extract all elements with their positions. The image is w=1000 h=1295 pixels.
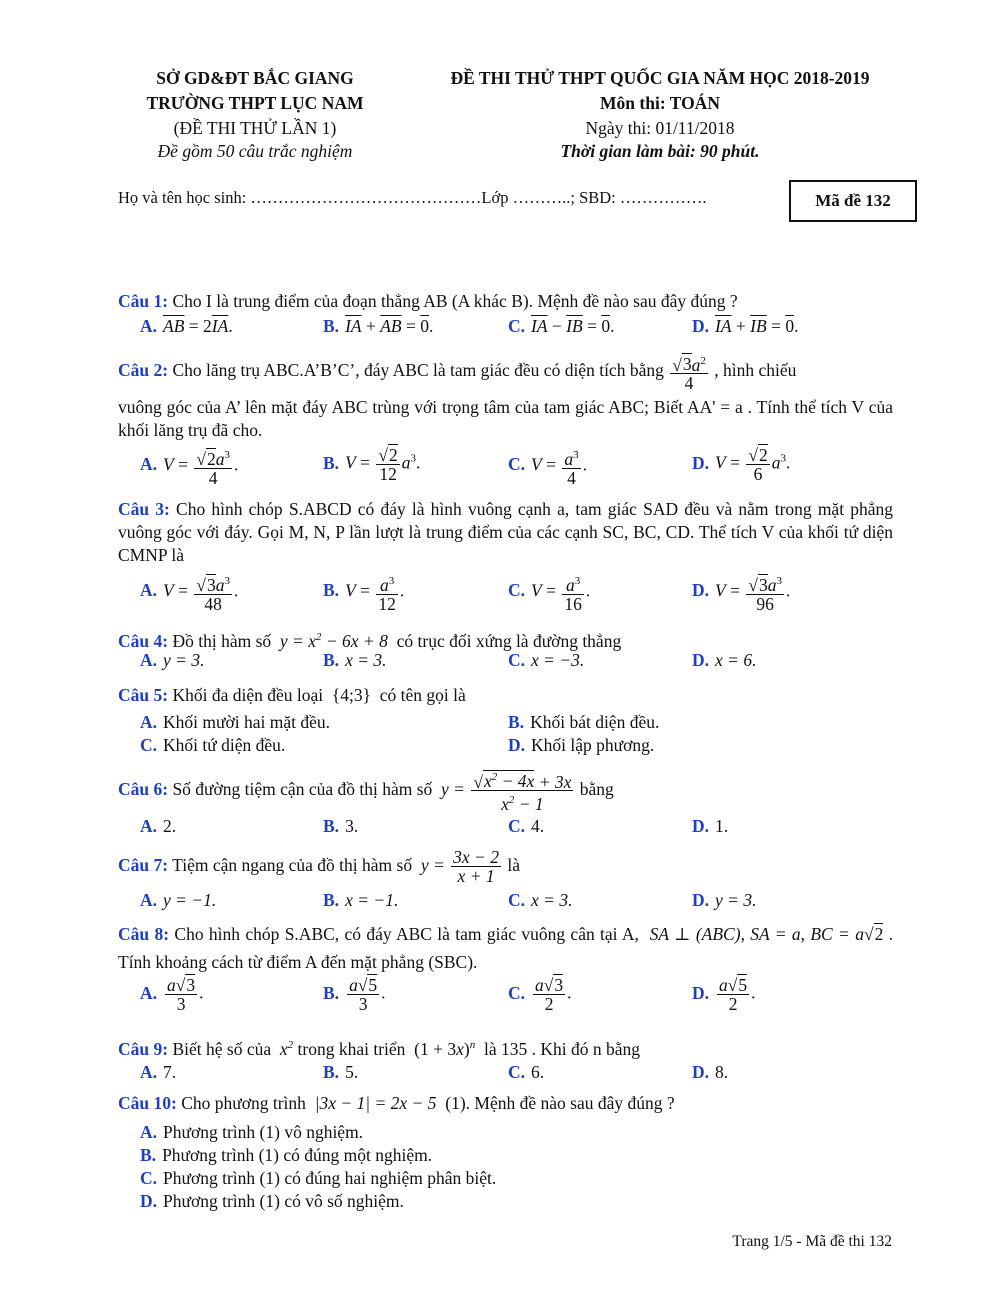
option-b[interactable]: B. $\overline{IA} + \overline{AB} = 0$. (323, 316, 434, 336)
option-c[interactable]: C. Khối tứ diện đều. (140, 735, 286, 755)
question-4: Câu 4: Đồ thị hàm số $y = x^2 - 6x + 8$ có trục đối xứng là đường thẳng (118, 630, 622, 651)
question-8-options (0, 976, 1000, 1020)
question-9-options (0, 1062, 1000, 1092)
option-d[interactable]: D. 1. (692, 816, 729, 836)
question-count: Đề gồm 50 câu trắc nghiệm (157, 141, 353, 161)
question-1-options (0, 316, 1000, 346)
question-8: Câu 8: Cho hình chóp S.ABC, có đáy ABC là tam giác vuông cân tại A, SA ⊥ (ABC), SA = a, BC = a√2 . Tính khoảng cách từ điểm A đến mặt phẳng (SBC). (118, 924, 894, 972)
question-2-options (0, 446, 1000, 486)
question-10: Câu 10: Cho phương trình |3x − 1| = 2x − 5 (1). Mệnh đề nào sau đây đúng ? (118, 1093, 675, 1113)
option-a[interactable]: A. V = $\frac{√3a^3}{48}$ . (140, 572, 238, 613)
exam-code-box: Mã đề 132 (789, 180, 917, 222)
question-2: Câu 2: Cho lăng trụ ABC.A’B’C’, đáy ABC là tam giác đều có diện tích bằng $\frac{√3a^2}{4}$ , hình chiếu (118, 346, 893, 394)
option-b[interactable]: B. V = $\frac{√2}{12}$ $a^3$. (323, 445, 421, 484)
option-d[interactable]: D. $\frac{a√5}{2}$ . (692, 975, 756, 1014)
option-a[interactable]: A. $\overline{AB} = 2\overline{IA}$. (140, 316, 233, 336)
option-b[interactable]: B. Phương trình (1) có đúng một nghiệm. (140, 1145, 433, 1165)
exam-duration: Thời gian làm bài: 90 phút. (560, 141, 760, 161)
option-d[interactable]: D. 8. (692, 1062, 729, 1082)
question-6: Câu 6: Số đường tiệm cận của đồ thị hàm số y = $\frac{√x^2 - 4x + 3x}{x^2 - 1}$ bằng (118, 766, 893, 813)
option-c[interactable]: C. $\overline{IA} - \overline{IB} = 0$. (508, 316, 615, 336)
option-d[interactable]: D. x = 6. (692, 650, 757, 670)
option-a[interactable]: A. Khối mười hai mặt đều. (140, 712, 330, 732)
question-3: Câu 3: Cho hình chóp S.ABCD có đáy là hình vuông cạnh a, tam giác SAD đều và nằm trong mặt phẳng vuông góc với đáy. Gọi M, N, P lần lượt là trung điểm của các cạnh SC, BC, CD. Thể tích V của khối tứ diện CMNP là (118, 499, 893, 565)
option-d[interactable]: D. Khối lập phương. (508, 735, 655, 755)
option-c[interactable]: C. Phương trình (1) có đúng hai nghiệm phân biệt. (140, 1168, 497, 1188)
option-a[interactable]: A. Phương trình (1) vô nghiệm. (140, 1122, 364, 1142)
question-7: Câu 7: Tiệm cận ngang của đồ thị hàm số y = $\frac{3x - 2}{x + 1}$ là (118, 847, 521, 887)
option-b[interactable]: B. Khối bát diện đều. (508, 712, 660, 732)
option-d[interactable]: D. $\overline{IA} + \overline{IB} = 0$. (692, 316, 799, 336)
option-d[interactable]: D. Phương trình (1) có vô số nghiệm. (140, 1191, 404, 1211)
option-a[interactable]: A. V = $\frac{√2a^3}{4}$ . (140, 446, 238, 487)
option-a[interactable]: A. $\frac{a√3}{3}$ . (140, 975, 204, 1014)
page-footer: Trang 1/5 - Mã đề thi 132 (732, 1233, 892, 1250)
option-b[interactable]: B. 5. (323, 1062, 359, 1082)
question-4-options (0, 650, 1000, 680)
question-1: Câu 1: Cho I là trung điểm của đoạn thẳng AB (A khác B). Mệnh đề nào sau đây đúng ? (118, 291, 738, 311)
option-a[interactable]: A. y = 3. (140, 650, 205, 670)
question-5-options-row2 (0, 735, 1000, 765)
school-name: TRƯỜNG THPT LỤC NAM (146, 93, 364, 113)
option-c[interactable]: C. V = $\frac{a^3}{16}$ . (508, 572, 590, 613)
question-10-option-d (0, 1191, 1000, 1221)
option-a[interactable]: A. y = −1. (140, 890, 217, 910)
exam-date: Ngày thi: 01/11/2018 (585, 118, 735, 138)
question-3-options (0, 572, 1000, 612)
option-d[interactable]: D. V = $\frac{√3a^3}{96}$ . (692, 572, 790, 613)
option-a[interactable]: A. 2. (140, 816, 177, 836)
option-c[interactable]: C. x = −3. (508, 650, 585, 670)
school-department: SỞ GD&ĐT BẮC GIANG (156, 68, 354, 88)
question-2-continued: vuông góc của A’ lên mặt đáy ABC trùng với trọng tâm của tam giác ABC; Biết AA' = a . Tính thể tích V của khối lăng trụ đã cho. (118, 397, 893, 440)
subject: Môn thi: TOÁN (600, 93, 720, 113)
option-c[interactable]: C. 4. (508, 816, 545, 836)
option-d[interactable]: D. V = $\frac{√2}{6}$ $a^3$. (692, 445, 791, 484)
option-c[interactable]: C. 6. (508, 1062, 545, 1082)
option-b[interactable]: B. 3. (323, 816, 359, 836)
option-c[interactable]: C. $\frac{a√3}{2}$ . (508, 975, 572, 1014)
area-fraction: $\frac{√3a^2}{4}$ (670, 352, 708, 393)
option-b[interactable]: B. x = 3. (323, 650, 387, 670)
exam-attempt: (ĐỀ THI THỬ LẦN 1) (173, 118, 337, 138)
exam-title: ĐỀ THI THỬ THPT QUỐC GIA NĂM HỌC 2018-2019 (450, 68, 870, 88)
question-7-options (0, 890, 1000, 920)
option-b[interactable]: B. $\frac{a√5}{3}$ . (323, 975, 386, 1014)
option-d[interactable]: D. y = 3. (692, 890, 757, 910)
option-b[interactable]: B. x = −1. (323, 890, 399, 910)
student-info-line: Họ và tên học sinh: ……………………………………Lớp ………..; SBD: ……………. (118, 188, 707, 207)
option-c[interactable]: C. V = $\frac{a^3}{4}$ . (508, 446, 587, 487)
question-5: Câu 5: Khối đa diện đều loại {4;3} có tên gọi là (118, 685, 466, 705)
option-b[interactable]: B. V = $\frac{a^3}{12}$ . (323, 572, 404, 613)
option-a[interactable]: A. 7. (140, 1062, 177, 1082)
question-9: Câu 9: Biết hệ số của $x^2$ trong khai triển $(1 + 3x)^n$ là 135 . Khi đó n bằng (118, 1038, 640, 1059)
question-1-stem: Cho I là trung điểm của đoạn thẳng AB (A khác B). Mệnh đề nào sau đây đúng ? (172, 291, 738, 311)
option-c[interactable]: C. x = 3. (508, 890, 573, 910)
